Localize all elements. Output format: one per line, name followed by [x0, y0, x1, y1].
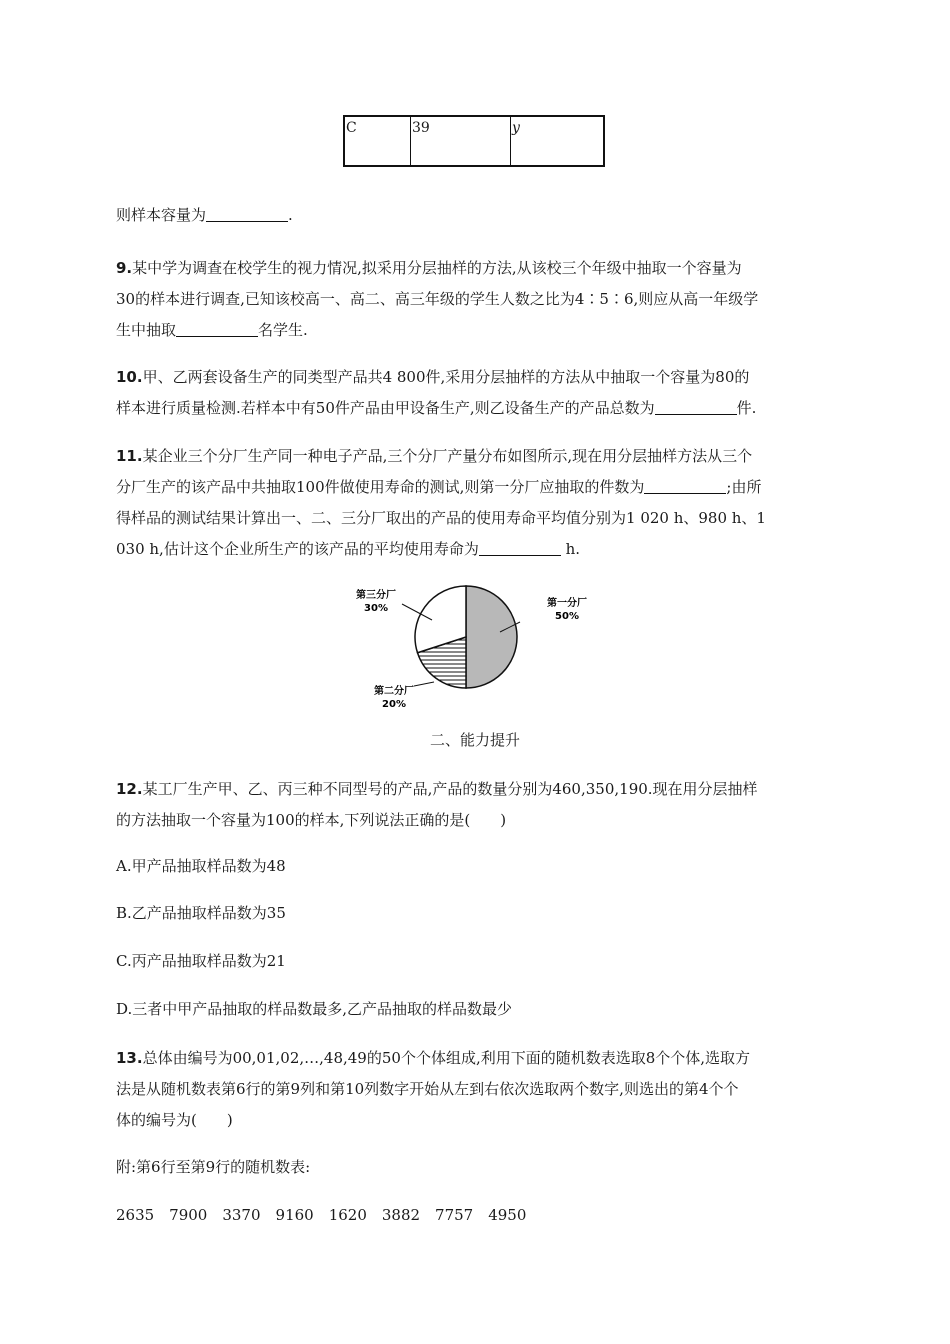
q11-line4b: h. — [560, 540, 581, 558]
answer-blank — [206, 205, 288, 222]
option-d: D.三者中甲产品抽取的样品数最多,乙产品抽取的样品数最少 — [116, 1000, 513, 1018]
answer-blank — [655, 398, 737, 415]
answer-blank — [176, 320, 258, 337]
answer-blank — [644, 477, 726, 494]
q11-line1: 某企业三个分厂生产同一种电子产品,三个分厂产量分布如图所示,现在用分层抽样方法从三个 — [142, 447, 753, 465]
random-number-row: 2635 7900 3370 9160 1620 3882 7757 4950 — [116, 1206, 527, 1224]
question-12 — [116, 774, 836, 836]
q8-text: 则样本容量为 — [116, 206, 207, 224]
question-9 — [116, 253, 836, 346]
question-10 — [116, 362, 836, 424]
q12-line1: 某工厂生产甲、乙、丙三种不同型号的产品,产品的数量分别为460,350,190.现在用分层抽样 — [142, 780, 758, 798]
question-8-tail — [116, 200, 836, 231]
pie-chart — [350, 582, 610, 712]
q10-line2b: 件. — [736, 399, 757, 417]
question-number: 12. — [116, 780, 143, 798]
slice-percent-label: 20% — [382, 699, 406, 710]
table-cell-value: 39 — [411, 116, 511, 166]
table-cell-variable: y — [511, 116, 605, 166]
option-b: B.乙产品抽取样品数为35 — [116, 904, 286, 922]
appendix-label: 附:第6行至第9行的随机数表: — [116, 1158, 311, 1176]
q13-line2: 法是从随机数表第6行的第9列和第10列数字开始从左到右依次选取两个数字,则选出的第4个个 — [116, 1080, 739, 1098]
table-row — [344, 116, 604, 166]
leader-line — [414, 682, 434, 686]
q13-line3: 体的编号为( ) — [116, 1111, 233, 1129]
question-11 — [116, 441, 836, 565]
question-number: 10. — [116, 368, 143, 386]
slice-label: 第三分厂 — [356, 590, 396, 601]
answer-blank — [479, 539, 561, 556]
section-title: 二、能力提升 — [429, 731, 520, 749]
q13-line1: 总体由编号为00,01,02,…,48,49的50个个体组成,利用下面的随机数表选取8个个体,选取方 — [142, 1049, 751, 1067]
q11-line3: 得样品的测试结果计算出一、二、三分厂取出的产品的使用寿命平均值分别为1 020 h、980 h、1 — [116, 509, 766, 527]
slice-label: 第二分厂 — [374, 686, 414, 697]
q9-line3b: 名学生. — [258, 321, 308, 339]
table-cell-label: C — [346, 120, 357, 136]
q11-line4a: 030 h,估计这个企业所生产的该产品的平均使用寿命为 — [116, 540, 479, 558]
option-c: C.丙产品抽取样品数为21 — [116, 952, 286, 970]
slice-percent-label: 50% — [555, 611, 579, 622]
data-table — [343, 115, 605, 167]
q10-line2a: 样本进行质量检测.若样本中有50件产品由甲设备生产,则乙设备生产的产品总数为 — [116, 399, 655, 417]
q9-line1: 某中学为调查在校学生的视力情况,拟采用分层抽样的方法,从该校三个年级中抽取一个容量为 — [132, 259, 742, 277]
question-number: 13. — [116, 1049, 143, 1067]
slice-percent-label: 30% — [364, 603, 388, 614]
q12-line2: 的方法抽取一个容量为100的样本,下列说法正确的是( ) — [116, 811, 507, 829]
pie-slice — [466, 586, 517, 688]
pie-chart-svg — [350, 582, 610, 712]
q9-line2: 30的样本进行调查,已知该校高一、高二、高三年级的学生人数之比为4∶5∶6,则应从高一年级学 — [116, 290, 759, 308]
q11-line2a: 分厂生产的该产品中共抽取100件做使用寿命的测试,则第一分厂应抽取的件数为 — [116, 478, 645, 496]
option-a: A.甲产品抽取样品数为48 — [116, 857, 286, 875]
q9-line3a: 生中抽取 — [116, 321, 177, 339]
question-13 — [116, 1043, 836, 1136]
q8-end: . — [288, 206, 293, 224]
q10-line1: 甲、乙两套设备生产的同类型产品共4 800件,采用分层抽样的方法从中抽取一个容量为80的 — [142, 368, 750, 386]
q11-line2b: ;由所 — [726, 478, 762, 496]
slice-label: 第一分厂 — [547, 598, 587, 609]
question-number: 9. — [116, 259, 133, 277]
question-number: 11. — [116, 447, 143, 465]
